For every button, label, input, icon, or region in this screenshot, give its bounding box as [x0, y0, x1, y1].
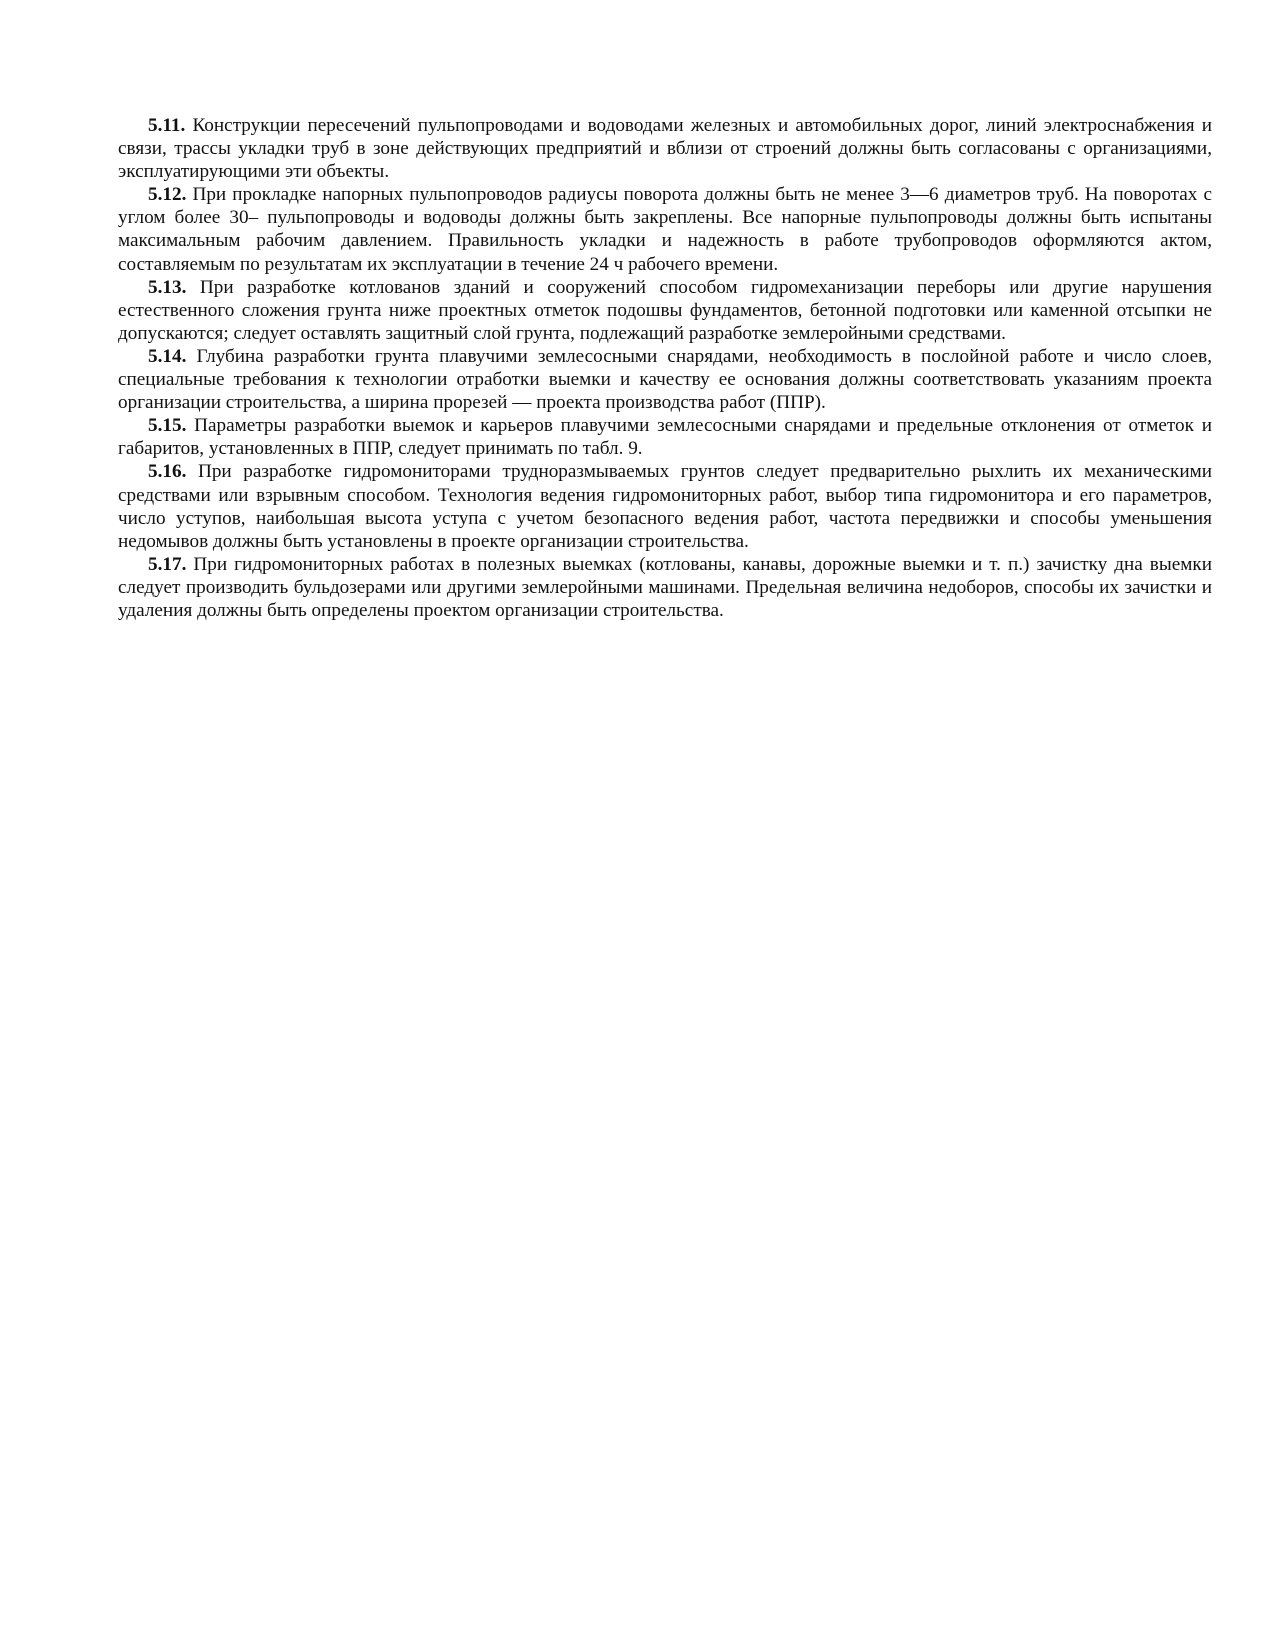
paragraph-text: Параметры разработки выемок и карьеров плавучими землесосными снарядами и предельные отклонения от отметок и габаритов, установленных в ППР, следует принимать по табл. 9.: [118, 415, 1213, 460]
paragraph-5-13: [118, 276, 1212, 345]
paragraph-text: При разработке котлованов зданий и сооружений способом гидромеханизации переборы или другие нарушения естественного сложения грунта ниже проектных отметок подошвы фундаментов, бетонной подготовки или каменной отсыпки не допускаются; следует оставлять защитный слой грунта, подлежащий разработке землеройными средствами.: [118, 276, 1213, 344]
paragraph-number: 5.12.: [148, 184, 187, 206]
document-page: [118, 114, 1212, 622]
paragraph-5-14: [118, 345, 1212, 414]
paragraph-5-11: [118, 114, 1212, 183]
paragraph-5-16: [118, 460, 1212, 552]
paragraph-number: 5.13.: [148, 276, 187, 298]
paragraph-number: 5.17.: [148, 553, 187, 575]
paragraph-number: 5.11.: [148, 115, 186, 136]
paragraph-number: 5.14.: [148, 345, 187, 367]
paragraph-number: 5.16.: [148, 461, 187, 483]
paragraph-text: При прокладке напорных пульпопроводов радиусы поворота должны быть не менее 3—6 диаметров труб. На поворотах с углом более 30– пульпопроводы и водоводы должны быть закреплены. Все напорные пульпопроводы должны быть испытаны максимальным рабочим давлением. Правильность укладки и надежность в работе трубопроводов оформляются актом, составляемым по результатам их эксплуатации в течение 24 ч рабочего времени.: [118, 184, 1213, 275]
paragraph-text: Конструкции пересечений пульпопроводами и водоводами железных и автомобильных дорог, линий электроснабжения и связи, трассы укладки труб в зоне действующих предприятий и вблизи от строений должны быть согласованы с организациями, эксплуатирующими эти объекты.: [118, 115, 1213, 183]
paragraph-text: При гидромониторных работах в полезных выемках (котлованы, канавы, дорожные выемки и т. п.) зачистку дна выемки следует производить бульдозерами или другими землеройными машинами. Предельная величина недоборов, способы их зачистки и удаления должны быть определены проектом организации строительства.: [118, 553, 1212, 621]
paragraph-5-12: [118, 183, 1212, 275]
paragraph-5-17: [118, 553, 1212, 622]
paragraph-text: При разработке гидромониторами трудноразмываемых грунтов следует предварительно рыхлить их механическими средствами или взрывным способом. Технология ведения гидромониторных работ, выбор типа гидромонитора и его параметров, число уступов, наибольшая высота уступа с учетом безопасного ведения работ, частота передвижки и способы уменьшения недомывов должны быть установлены в проекте организации строительства.: [118, 461, 1212, 552]
paragraph-number: 5.15.: [148, 415, 187, 437]
paragraph-5-15: [118, 414, 1212, 460]
paragraph-text: Глубина разработки грунта плавучими землесосными снарядами, необходимость в послойной работе и число слоев, специальные требования к технологии отработки выемки и качеству ее основания должны соответствовать указаниям проекта организации строительства, а ширина прорезей — проекта производства работ (ППР).: [118, 345, 1212, 414]
